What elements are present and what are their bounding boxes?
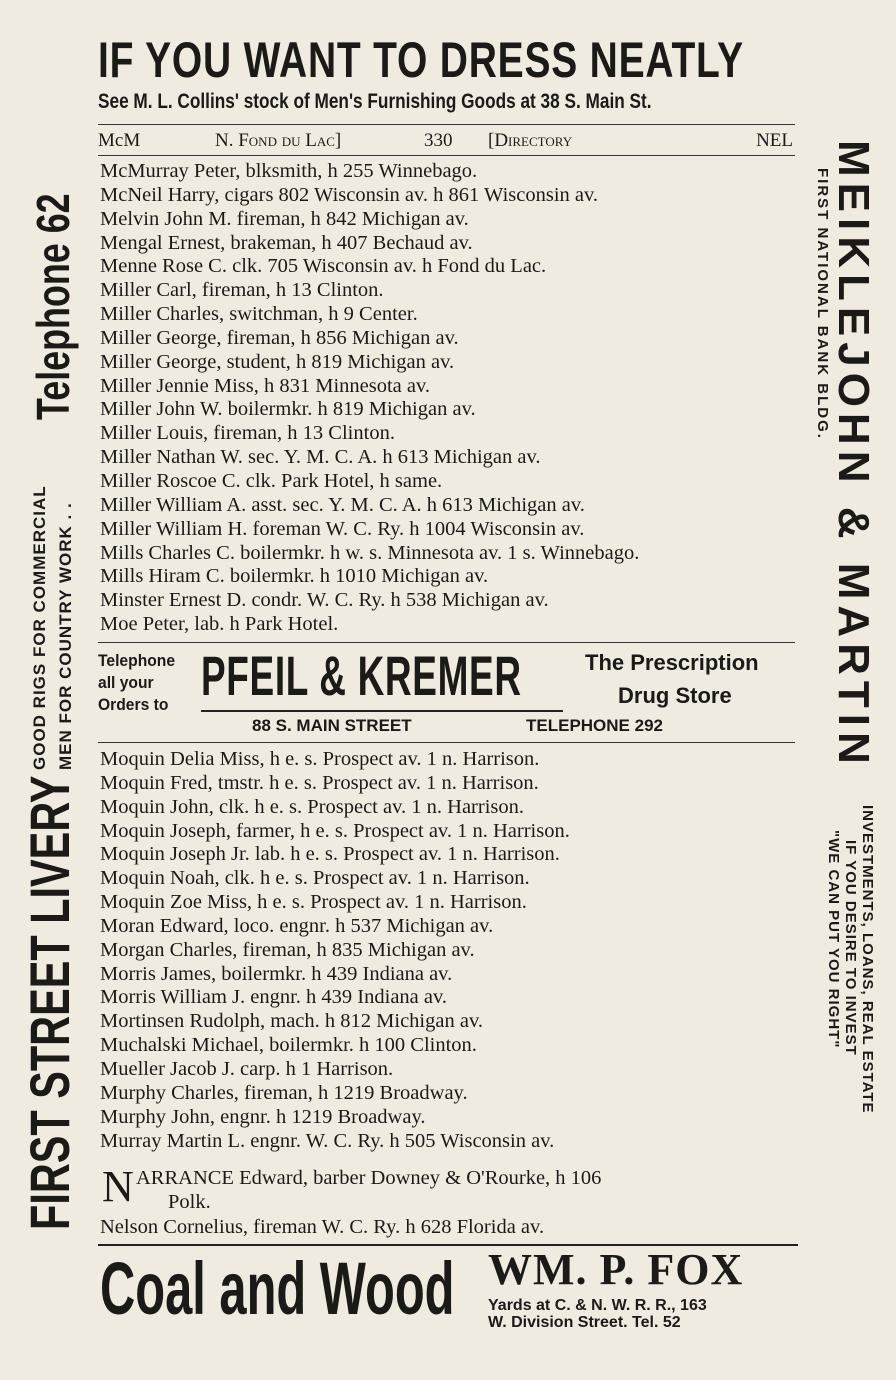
ad-address: 88 S. MAIN STREET [252, 716, 412, 735]
ad-left-line: Orders to [98, 695, 169, 714]
directory-entries-bottom [100, 748, 800, 1153]
directory-entry: Moquin Zoe Miss, h e. s. Prospect av. 1 n. Harrison. [100, 891, 527, 914]
directory-entry: McNeil Harry, cigars 802 Wisconsin av. h 861 Wisconsin av. [100, 183, 599, 206]
coal-and-wood: Coal and Wood [100, 1247, 455, 1330]
livery-line-2: MEN FOR COUNTRY WORK . . [56, 502, 75, 770]
header-page-number: 330 [424, 130, 453, 151]
directory-entry: Mengal Ernest, brakeman, h 407 Bechaud av. [100, 231, 473, 254]
pfeil-kremer-advertisement [98, 642, 795, 744]
top-ad-subline: See M. L. Collins' stock of Men's Furnishing Goods at 38 S. Main St. [98, 90, 652, 113]
directory-entry: Melvin John M. fireman, h 842 Michigan av. [100, 207, 469, 230]
directory-entry: ARRANCE Edward, barber Downey & O'Rourke, h 106 [136, 1167, 602, 1189]
directory-entry: Murray Martin L. engnr. W. C. Ry. h 505 Wisconsin av. [100, 1129, 555, 1152]
directory-entry: Menne Rose C. clk. 705 Wisconsin av. h Fond du Lac. [100, 255, 547, 278]
directory-entry: Miller George, student, h 819 Michigan av. [100, 350, 455, 373]
ad-left-line: Telephone [98, 651, 176, 670]
directory-entry: Moquin Noah, clk. h e. s. Prospect av. 1 n. Harrison. [100, 867, 530, 890]
header-section: [Directory [488, 130, 573, 151]
directory-entry: Moe Peter, lab. h Park Hotel. [100, 613, 339, 636]
directory-entry: Mortinsen Rudolph, mach. h 812 Michigan av. [100, 1010, 483, 1033]
invest-line-1: INVESTMENTS, LOANS, REAL ESTATE [859, 805, 876, 1114]
directory-entry: Muchalski Michael, boilermkr. h 100 Clinton. [100, 1034, 477, 1057]
first-street-livery: FIRST STREET LIVERY [18, 775, 81, 1230]
header-bottom-rule [98, 155, 795, 156]
directory-entry: Murphy John, engnr. h 1219 Broadway. [100, 1105, 426, 1128]
directory-entry: Moquin Joseph, farmer, h e. s. Prospect av. 1 n. Harrison. [100, 819, 570, 842]
invest-line-3: "WE CAN PUT YOU RIGHT" [825, 830, 842, 1049]
header-city: N. Fond du Lac] [215, 130, 342, 151]
ad-tagline-2: Drug Store [618, 683, 732, 708]
directory-entry: Moquin Joseph Jr. lab. h e. s. Prospect av. 1 n. Harrison. [100, 843, 560, 866]
directory-entry: Miller Carl, fireman, h 13 Clinton. [100, 279, 384, 302]
wm-p-fox-name: WM. P. FOX [488, 1245, 744, 1294]
directory-entry: Moquin Fred, tmstr. h e. s. Prospect av. 1 n. Harrison. [100, 771, 539, 794]
header-left-guide: McM [98, 130, 141, 151]
directory-entry: Murphy Charles, fireman, h 1219 Broadway. [100, 1081, 468, 1104]
top-ad-headline: IF YOU WANT TO DRESS NEATLY [98, 32, 744, 88]
first-street-livery-advertisement [20, 130, 90, 1230]
ad-left-text [98, 650, 175, 716]
top-advertisement [98, 32, 798, 116]
directory-entry: Miller Louis, fireman, h 13 Clinton. [100, 422, 395, 445]
meiklejohn-martin: MEIKLEJOHN & MARTIN [829, 140, 878, 770]
fox-coal-advertisement [98, 1244, 798, 1334]
directory-entry: Minster Ernest D. condr. W. C. Ry. h 538 Michigan av. [100, 589, 549, 612]
header-right-guide: NEL [756, 130, 793, 151]
directory-entry: Nelson Cornelius, fireman W. C. Ry. h 628 Florida av. [100, 1216, 545, 1238]
bottom-ad-line-2: W. Division Street. Tel. 52 [488, 1314, 681, 1331]
directory-entry-continuation: Polk. [168, 1191, 211, 1213]
directory-entry: Miller William A. asst. sec. Y. M. C. A. h 613 Michigan av. [100, 493, 585, 516]
livery-telephone: Telephone 62 [27, 193, 79, 420]
pfeil-kremer-name: PFEIL & KREMER [201, 644, 522, 707]
directory-entry: Moquin Delia Miss, h e. s. Prospect av. 1 n. Harrison. [100, 748, 540, 770]
header-top-rule [98, 124, 795, 125]
directory-entry: Miller William H. foreman W. C. Ry. h 1004 Wisconsin av. [100, 517, 585, 540]
directory-entry: Moran Edward, loco. engnr. h 537 Michigan av. [100, 914, 494, 937]
directory-entry: Miller Nathan W. sec. Y. M. C. A. h 613 Michigan av. [100, 446, 541, 469]
directory-entry: Morgan Charles, fireman, h 835 Michigan av. [100, 938, 475, 961]
ad-telephone: TELEPHONE 292 [526, 716, 663, 735]
directory-entry: Miller George, fireman, h 856 Michigan av. [100, 326, 459, 349]
ad-top-rule [98, 642, 795, 643]
directory-entry: Miller Charles, switchman, h 9 Center. [100, 303, 418, 326]
ad-bottom-rule [98, 742, 795, 743]
meiklejohn-martin-advertisement [806, 140, 876, 1240]
directory-entry: Miller Roscoe C. clk. Park Hotel, h same. [100, 469, 443, 492]
invest-line-2: IF YOU DESIRE TO INVEST [842, 840, 859, 1056]
bottom-ad-line-1: Yards at C. & N. W. R. R., 163 [488, 1297, 707, 1314]
directory-entry: Morris William J. engnr. h 439 Indiana av. [100, 986, 448, 1009]
directory-entry: Miller John W. boilermkr. h 819 Michigan av. [100, 398, 476, 421]
directory-entry: Mills Charles C. boilermkr. h w. s. Minnesota av. 1 s. Winnebago. [100, 541, 640, 564]
directory-entry: Mueller Jacob J. carp. h 1 Harrison. [100, 1057, 394, 1080]
directory-entry: Moquin John, clk. h e. s. Prospect av. 1 n. Harrison. [100, 795, 524, 818]
running-header [98, 128, 795, 154]
directory-entry: Miller Jennie Miss, h 831 Minnesota av. [100, 374, 431, 397]
ad-tagline-1: The Prescription [585, 650, 759, 675]
drop-cap-initial: N [102, 1162, 134, 1211]
livery-line-1: GOOD RIGS FOR COMMERCIAL [30, 485, 49, 770]
directory-entry: Mills Hiram C. boilermkr. h 1010 Michigan av. [100, 565, 489, 588]
ad-left-line: all your [98, 673, 154, 692]
ad-name-underline [201, 710, 563, 712]
directory-entries-top [100, 160, 800, 637]
directory-entry: Morris James, boilermkr. h 439 Indiana av. [100, 962, 453, 985]
directory-entry: McMurray Peter, blksmith, h 255 Winnebago. [100, 160, 478, 182]
bank-building: FIRST NATIONAL BANK BLDG. [814, 168, 831, 440]
